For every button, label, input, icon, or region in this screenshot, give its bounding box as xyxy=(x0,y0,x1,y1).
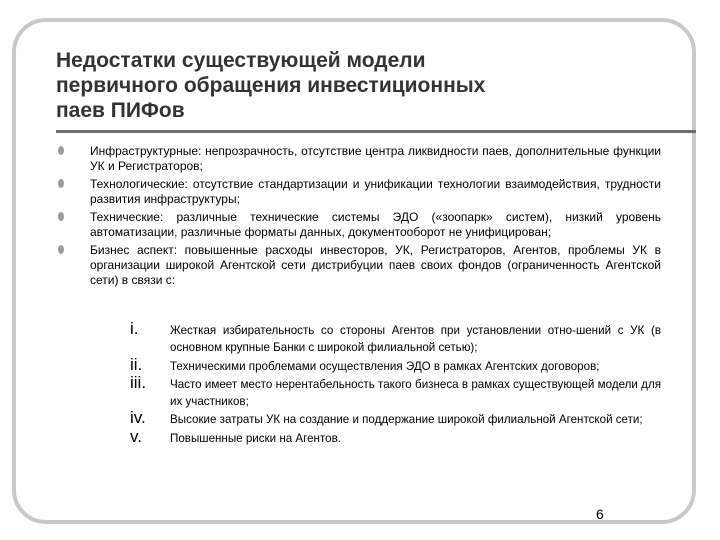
bullet-item xyxy=(56,177,661,207)
sub-item-text: Жесткая избирательность со стороны Агентов при установлении отно-шений с УК (в основном крупные Банки с широкой филиальной сетью); xyxy=(170,324,661,355)
sub-item-text: Техническими проблемами осуществления ЭДО в рамках Агентских договоров; xyxy=(170,359,600,373)
title-line: Недостатки существующей модели xyxy=(56,49,426,72)
numbered-sub-list xyxy=(130,319,661,448)
bullet-item xyxy=(56,144,661,174)
roman-numeral: ii. xyxy=(130,354,143,374)
title-divider xyxy=(56,130,696,133)
roman-numeral: i. xyxy=(130,319,139,338)
bullet-item xyxy=(56,210,661,240)
sub-item-text: Повышенные риски на Агентов. xyxy=(170,431,341,445)
bullet-dot-icon xyxy=(58,245,64,254)
sub-item-text: Часто имеет место нерентабельность такого бизнеса в рамках существующей модели для их участников; xyxy=(170,377,661,409)
bullet-dot-icon xyxy=(58,179,64,188)
roman-numeral: iv. xyxy=(130,408,146,428)
bullet-text: Инфраструктурные: непрозрачность, отсутствие центра ликвидности паев, дополнительные функции УК и Регистраторов; xyxy=(90,144,661,173)
title-line: первичного обращения инвестиционных xyxy=(56,74,486,97)
bullet-dot-icon xyxy=(58,146,64,155)
sub-item xyxy=(130,319,661,357)
bullet-text: Бизнес аспект: повышенные расходы инвесторов, УК, Регистраторов, Агентов, проблемы УК в организации широкой Агентской сети дистрибуции паев своих фондов (ограниченность Агентской сети) в связи с: xyxy=(90,243,661,287)
sub-item xyxy=(130,372,661,411)
bullet-list xyxy=(56,144,661,291)
bullet-item xyxy=(56,243,661,288)
sub-item-text: Высокие затраты УК на создание и поддержание широкой филиальной Агентской сети; xyxy=(170,413,643,427)
roman-numeral: v. xyxy=(130,426,142,446)
bullet-dot-icon xyxy=(58,212,64,221)
page-number: 6 xyxy=(596,506,604,522)
roman-numeral: iii. xyxy=(130,372,147,392)
sub-item xyxy=(130,354,661,375)
sub-item xyxy=(130,426,661,447)
bullet-text: Технологические: отсутствие стандартизации и унификации технологии взаимодействия, трудности развития инфраструктуры; xyxy=(90,177,661,206)
sub-item xyxy=(130,408,661,428)
title-line: паев ПИФов xyxy=(56,99,185,122)
bullet-text: Технические: различные технические системы ЭДО («зоопарк» систем), низкий уровень автоматизации, различные форматы данных, документооборот не унифицирован; xyxy=(90,210,661,239)
slide-title xyxy=(56,48,676,123)
